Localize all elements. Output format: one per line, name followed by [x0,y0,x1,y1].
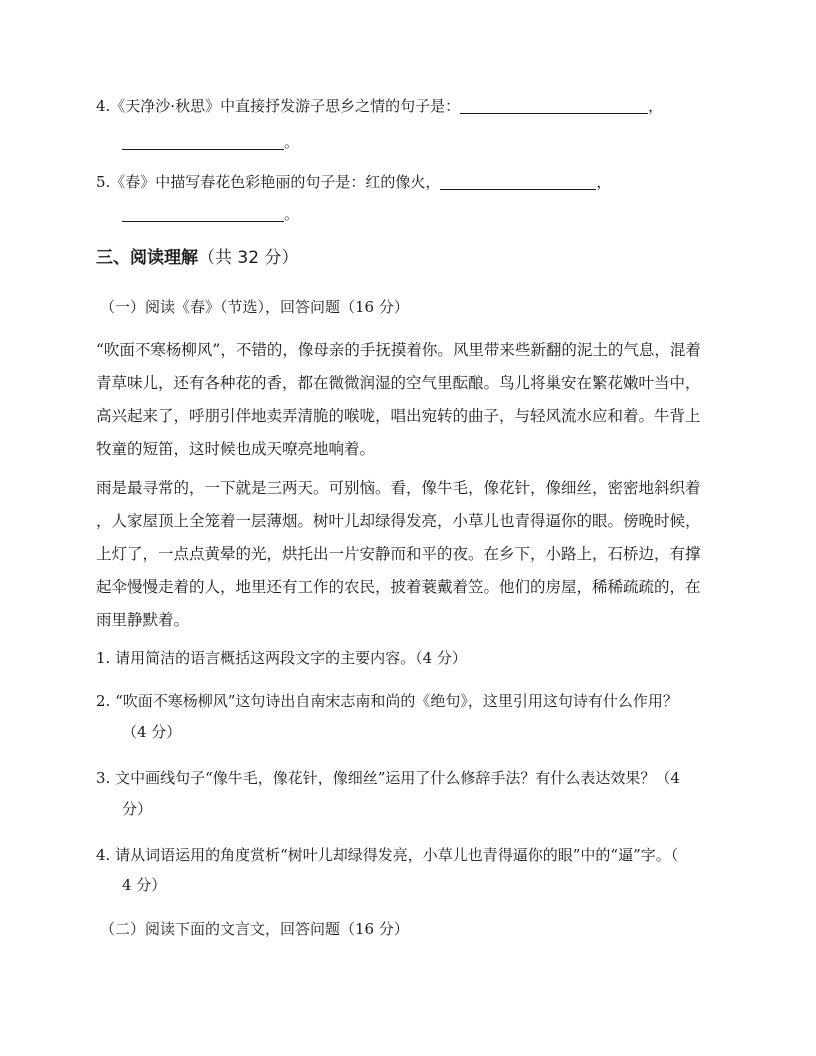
answer-blank[interactable] [122,133,284,150]
section-heading [96,246,298,270]
paragraph-line: 牧童的短笛，这时候也成天嘹亮地响着。 [96,440,376,458]
paragraph-line: 青草味儿，还有各种花的香，都在微微润湿的空气里酝酿。鸟儿将巢安在繁花嫩叶当中， [96,374,701,392]
paragraph-line: 高兴起来了，呼朋引伴地卖弄清脆的喉咙，唱出宛转的曲子，与轻风流水应和着。牛背上 [96,407,701,425]
question-4-continued: 4 分） [122,876,167,894]
question-3-continued: 分） [122,800,153,818]
fill-in-question-5 [96,172,611,192]
section-score: （共 32 分） [198,248,299,268]
punctuation: ， [648,97,664,115]
paragraph-line: “吹面不寒杨柳风”，不错的，像母亲的手抚摸着你。风里带来些新翻的泥土的气息，混着 [96,341,701,359]
paragraph-line: 雨里静默着。 [96,611,190,629]
question-2-continued: （4 分） [122,723,182,741]
answer-blank[interactable] [460,97,648,114]
part-one-heading: （一）阅读《春》（节选），回答问题（16 分） [100,298,409,316]
punctuation: 。 [284,205,300,223]
question-1: 1. 请用简洁的语言概括这两段文字的主要内容。（4 分） [96,649,467,667]
punctuation: ， [596,173,612,191]
answer-blank[interactable] [122,205,284,222]
part-two-heading: （二）阅读下面的文言文，回答问题（16 分） [100,920,409,938]
paragraph-line: 起伞慢慢走着的人，地里还有工作的农民，披着蓑戴着笠。他们的房屋，稀稀疏疏的，在 [96,578,701,596]
punctuation: 。 [284,133,300,151]
fill-in-question-5-continued [122,204,299,224]
section-title: 三、阅读理解 [96,248,198,268]
fill-in-question-4 [96,96,663,116]
question-text: 5.《春》中描写春花色彩艳丽的句子是：红的像火， [96,173,441,191]
paragraph-line: ，人家屋顶上全笼着一层薄烟。树叶儿却绿得发亮，小草儿也青得逼你的眼。傍晚时候， [96,512,701,530]
paragraph-line: 上灯了，一点点黄晕的光，烘托出一片安静而和平的夜。在乡下，小路上，石桥边，有撑 [96,545,701,563]
question-4: 4. 请从词语运用的角度赏析“树叶儿却绿得发亮，小草儿也青得逼你的眼”中的“逼”字。（ [96,846,679,864]
paragraph-line: 雨是最寻常的，一下就是三两天。可别恼。看，像牛毛，像花针，像细丝，密密地斜织着 [96,479,701,497]
question-text: 4.《天净沙·秋思》中直接抒发游子思乡之情的句子是： [96,97,461,115]
reading-paragraph-1 [96,334,720,466]
question-3: 3. 文中画线句子“像牛毛，像花针，像细丝”运用了什么修辞手法？有什么表达效果？（4 [96,769,680,787]
question-2: 2. “吹面不寒杨柳风”这句诗出自南宋志南和尚的《绝句》，这里引用这句诗有什么作用？ [96,692,678,710]
fill-in-question-4-continued [122,132,299,152]
answer-blank[interactable] [440,173,596,190]
reading-paragraph-2 [96,472,720,637]
